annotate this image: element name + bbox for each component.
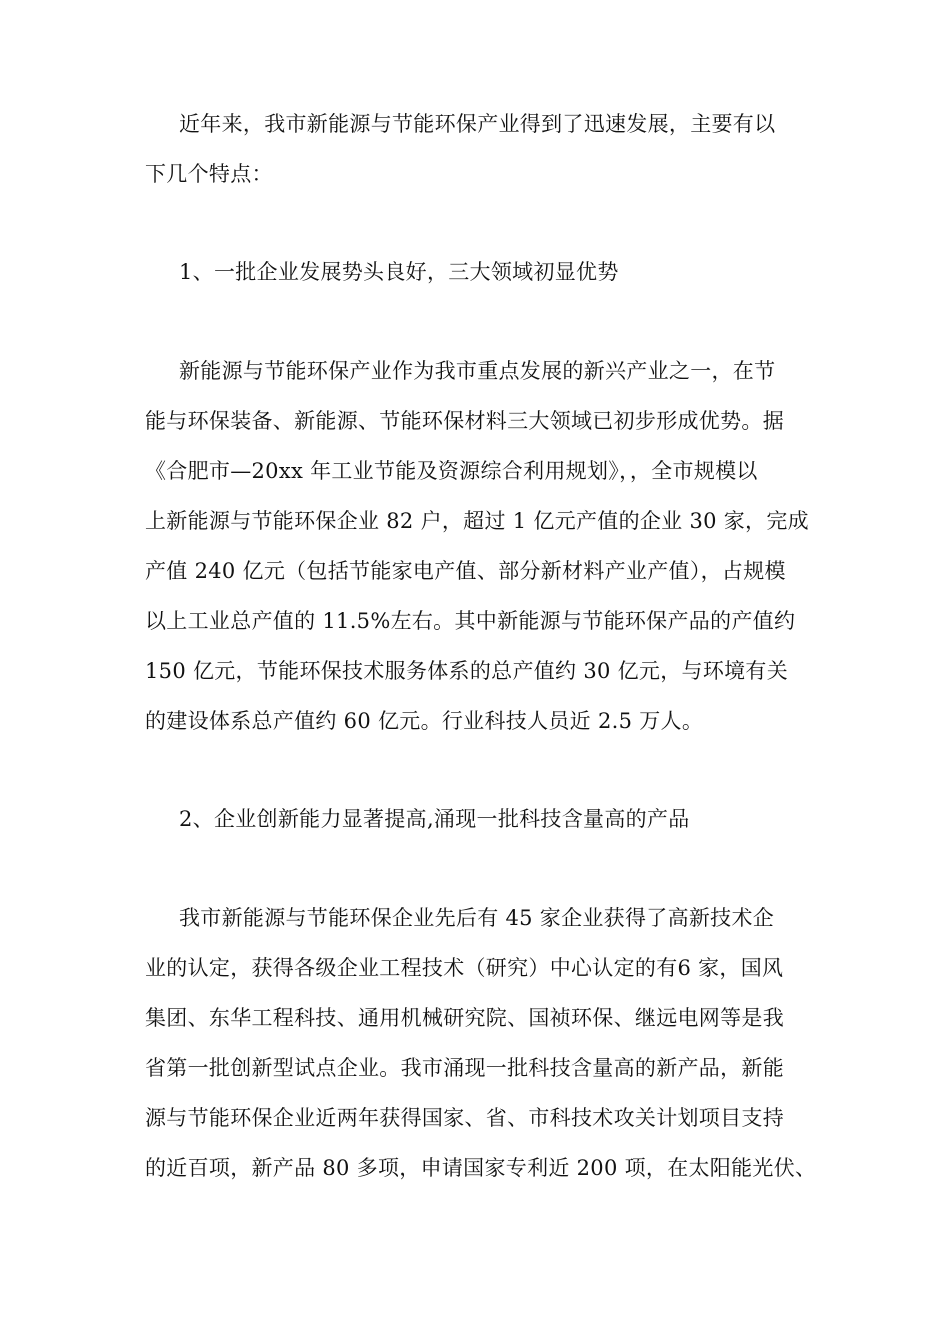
intro-line: 近年来，我市新能源与节能环保产业得到了迅速发展，主要有以 bbox=[179, 112, 776, 136]
paragraph-line: 150 亿元，节能环保技术服务体系的总产值约 30 亿元，与环境有关 bbox=[145, 659, 789, 683]
paragraph-line: 的建设体系总产值约 60 亿元。行业科技人员近 2.5 万人。 bbox=[145, 709, 704, 733]
paragraph-line: 业的认定，获得各级企业工程技术（研究）中心认定的有6 家，国风 bbox=[145, 956, 784, 980]
paragraph-line: 产值 240 亿元（包括节能家电产值、部分新材料产业产值），占规模 bbox=[145, 559, 786, 583]
intro-line: 下几个特点： bbox=[145, 162, 273, 186]
section-heading: 2、企业创新能力显著提高,涌现一批科技含量高的产品 bbox=[179, 807, 690, 831]
paragraph-line: 以上工业总产值的 11.5%左右。其中新能源与节能环保产品的产值约 bbox=[145, 609, 796, 633]
paragraph-line: 省第一批创新型试点企业。我市涌现一批科技含量高的新产品，新能 bbox=[145, 1056, 784, 1080]
paragraph-line: 的近百项，新产品 80 多项，申请国家专利近 200 项，在太阳能光伏、 bbox=[145, 1156, 817, 1180]
paragraph-line: 我市新能源与节能环保企业先后有 45 家企业获得了高新技术企 bbox=[179, 906, 775, 930]
paragraph-line: 能与环保装备、新能源、节能环保材料三大领域已初步形成优势。据 bbox=[145, 409, 784, 433]
paragraph-line: 源与节能环保企业近两年获得国家、省、市科技术攻关计划项目支持 bbox=[145, 1106, 784, 1130]
paragraph-line: 新能源与节能环保产业作为我市重点发展的新兴产业之一，在节 bbox=[179, 359, 776, 383]
section-heading: 1、一批企业发展势头良好，三大领域初显优势 bbox=[179, 260, 619, 284]
paragraph-line: 上新能源与节能环保企业 82 户，超过 1 亿元产值的企业 30 家，完成 bbox=[145, 509, 809, 533]
paragraph-line: 《合肥市—20xx 年工业节能及资源综合利用规划》，，全市规模以 bbox=[145, 459, 758, 483]
paragraph-line: 集团、东华工程科技、通用机械研究院、国祯环保、继远电网等是我 bbox=[145, 1006, 784, 1030]
